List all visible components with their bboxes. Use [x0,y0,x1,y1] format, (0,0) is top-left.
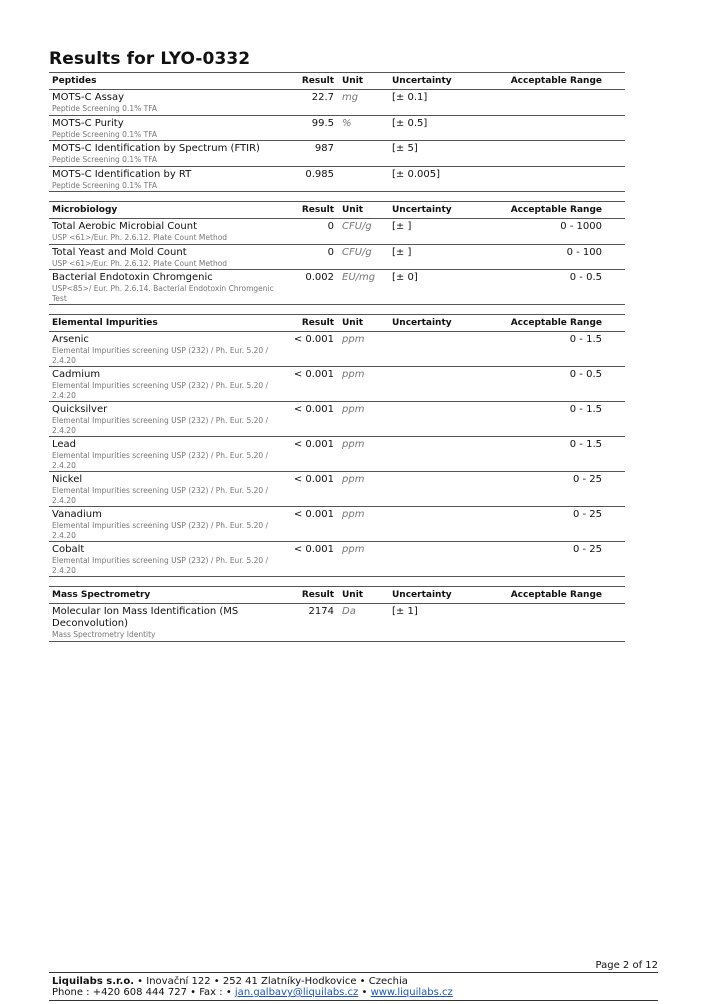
unit-value: ppm [342,439,365,450]
test-cell [49,474,274,505]
test-name: Total Aerobic Microbial Count [52,221,197,232]
section-header [49,315,625,332]
range-value: 0 - 25 [572,544,602,555]
test-method: Peptide Screening 0.1% TFA [52,129,157,139]
column-header-range: Acceptable Range [510,76,602,86]
unit-value: ppm [342,369,365,380]
test-method: Elemental Impurities screening USP (232) / Ph. Eur. 5.20 / 2.4.20 [52,556,269,575]
test-method: Elemental Impurities screening USP (232) / Ph. Eur. 5.20 / 2.4.20 [52,346,269,365]
test-name: MOTS-C Assay [52,92,125,103]
test-method: Elemental Impurities screening USP (232) / Ph. Eur. 5.20 / 2.4.20 [52,416,269,435]
unit-value: CFU/g [342,221,372,232]
range-value: 0 - 1.5 [569,334,602,345]
test-method: Elemental Impurities screening USP (232) / Ph. Eur. 5.20 / 2.4.20 [52,451,269,470]
uncertainty-value: [± ] [392,246,412,258]
section-title: Mass Spectrometry [52,590,151,600]
table-row [49,219,625,245]
column-header-unit: Unit [342,318,364,328]
unit-value: ppm [342,474,365,485]
result-value: 2174 [308,606,334,617]
result-value: 0 [327,246,334,258]
uncertainty-value: [± 0.005] [392,168,440,180]
range-value: 0 - 100 [566,246,602,258]
page-footer [49,960,658,1001]
section-mass-spectrometry [49,586,625,642]
column-header-unit: Unit [342,76,364,86]
test-method: Peptide Screening 0.1% TFA [52,180,157,190]
section-title: Peptides [52,76,97,86]
result-value: < 0.001 [293,544,334,555]
table-row [49,332,625,367]
column-header-uncertainty: Uncertainty [392,318,452,328]
unit-value: mg [342,92,359,103]
company-address: • Inovační 122 • 252 41 Zlatníky-Hodkovice • Czechia [134,976,408,987]
column-header-result: Result [301,76,334,86]
section-header [49,202,625,219]
section-title: Microbiology [52,205,118,215]
section-title: Elemental Impurities [52,318,158,328]
result-value: 0 [327,221,334,232]
range-value: 0 - 1.5 [569,439,602,450]
test-method: Elemental Impurities screening USP (232) / Ph. Eur. 5.20 / 2.4.20 [52,486,269,505]
column-header-uncertainty: Uncertainty [392,590,452,600]
unit-value: ppm [342,509,365,520]
test-name: MOTS-C Purity [52,117,124,129]
column-header-range: Acceptable Range [510,205,602,215]
test-name: Molecular Ion Mass Identification (MS Deconvolution) [52,606,239,629]
contact-separator: • [358,987,371,998]
section-microbiology [49,201,625,305]
column-header-uncertainty: Uncertainty [392,205,452,215]
test-cell [49,247,274,269]
test-method: USP <61>/Eur. Ph. 2.6.12. Plate Count Method [52,233,228,242]
test-name: Arsenic [52,334,89,345]
column-header-uncertainty: Uncertainty [392,76,452,86]
table-row [49,472,625,507]
range-value: 0 - 0.5 [569,369,602,380]
result-value: < 0.001 [293,474,334,485]
test-cell [49,221,274,243]
result-value: 0.985 [305,168,334,180]
result-value: < 0.001 [293,369,334,380]
section-header [49,73,625,90]
test-cell [49,606,274,640]
result-value: 99.5 [311,117,334,129]
contact-phone-fax: Phone : +420 608 444 727 • Fax : • [52,987,235,998]
uncertainty-value: [± 0.5] [392,117,428,129]
test-cell [49,169,274,191]
range-value: 0 - 25 [572,509,602,520]
table-row [49,167,625,192]
table-row [49,402,625,437]
test-method: Peptide Screening 0.1% TFA [52,104,157,113]
unit-value: EU/mg [342,272,376,283]
test-method: USP<85>/ Eur. Ph. 2.6.14. Bacterial Endotoxin Chromgenic Test [52,284,274,303]
result-value: < 0.001 [293,334,334,345]
test-cell [49,118,274,140]
test-name: Quicksilver [52,404,108,415]
uncertainty-value: [± 0.1] [392,92,428,103]
range-value: 0 - 0.5 [569,272,602,283]
test-name: Lead [52,439,77,450]
unit-value: ppm [342,544,365,555]
test-name: Bacterial Endotoxin Chromgenic [52,272,213,283]
uncertainty-value: [± ] [392,221,412,232]
email-link[interactable]: jan.galbavy@liquilabs.cz [234,987,359,998]
test-cell [49,404,274,435]
section-header [49,587,625,604]
column-header-range: Acceptable Range [510,590,602,600]
result-value: 22.7 [311,92,334,103]
test-method: Peptide Screening 0.1% TFA [52,155,157,164]
range-value: 0 - 25 [572,474,602,485]
result-value: < 0.001 [293,509,334,520]
table-row [49,90,625,116]
uncertainty-value: [± 0] [392,272,418,283]
result-value: < 0.001 [293,404,334,415]
table-row [49,270,625,304]
column-header-result: Result [301,318,334,328]
unit-value: Da [342,606,356,617]
column-header-range: Acceptable Range [510,318,602,328]
test-name: Total Yeast and Mold Count [52,246,187,258]
test-method: USP <61>/Eur. Ph. 2.6.12. Plate Count Method [52,258,228,268]
result-value: 987 [314,143,334,154]
test-cell [49,143,274,165]
unit-value: % [342,117,352,129]
range-value: 0 - 1.5 [569,404,602,415]
table-row [49,116,625,142]
unit-value: ppm [342,404,365,415]
test-cell [49,544,274,575]
test-method: Mass Spectrometry Identity [52,630,156,639]
table-row [49,507,625,542]
column-header-unit: Unit [342,590,364,600]
table-row [49,542,625,576]
result-value: 0.002 [305,272,334,283]
test-cell [49,92,274,114]
result-value: < 0.001 [293,439,334,450]
company-info [49,973,658,1001]
test-cell [49,272,274,303]
column-header-unit: Unit [342,205,364,215]
test-cell [49,369,274,400]
test-name: Nickel [52,474,83,485]
test-method: Elemental Impurities screening USP (232) / Ph. Eur. 5.20 / 2.4.20 [52,521,269,540]
test-cell [49,334,274,365]
website-link[interactable]: www.liquilabs.cz [370,987,453,998]
table-row [49,604,625,641]
results-tables [49,72,625,651]
company-name: Liquilabs s.r.o. [52,976,134,987]
page-number: Page 2 of 12 [49,960,658,973]
test-name: MOTS-C Identification by Spectrum (FTIR) [52,143,260,154]
page-title: Results for LYO-0332 [49,49,251,69]
column-header-result: Result [301,205,334,215]
column-header-result: Result [301,590,334,600]
table-row [49,367,625,402]
test-name: Cobalt [52,544,85,555]
test-cell [49,439,274,470]
range-value: 0 - 1000 [560,221,602,232]
uncertainty-value: [± 5] [392,143,418,154]
table-row [49,245,625,271]
uncertainty-value: [± 1] [392,606,418,617]
test-name: Vanadium [52,509,102,520]
test-name: Cadmium [52,369,101,380]
test-name: MOTS-C Identification by RT [52,168,192,180]
section-elemental-impurities [49,314,625,577]
test-cell [49,509,274,540]
table-row [49,437,625,472]
unit-value: ppm [342,334,365,345]
section-peptides [49,72,625,192]
test-method: Elemental Impurities screening USP (232) / Ph. Eur. 5.20 / 2.4.20 [52,381,269,400]
table-row [49,141,625,167]
unit-value: CFU/g [342,246,372,258]
